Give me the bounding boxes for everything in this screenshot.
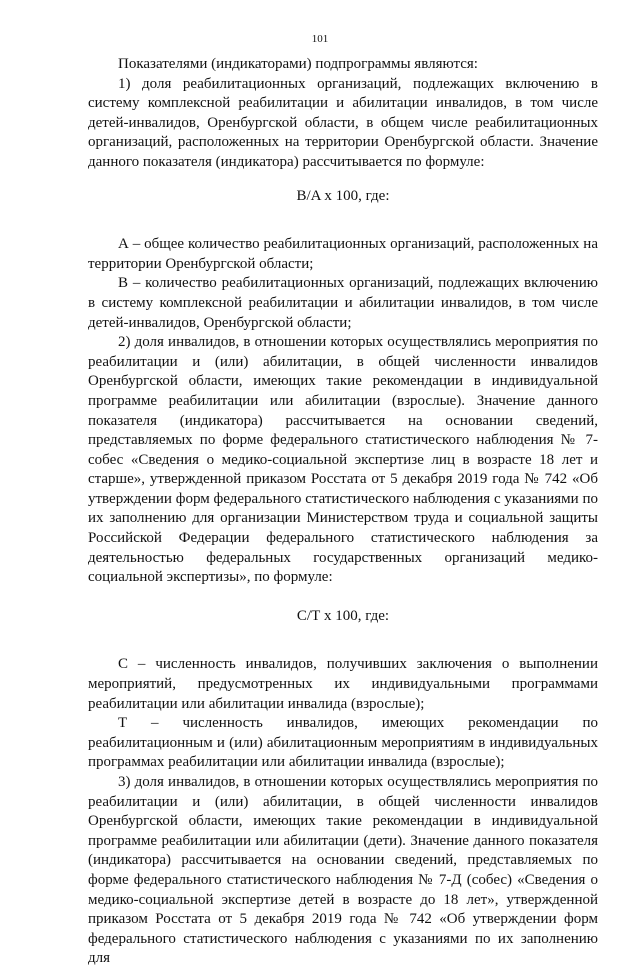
document-body: [88, 55, 598, 969]
formula-2: С/Т x 100, где:: [296, 607, 390, 624]
indicator-3-paragraph: 3) доля инвалидов, в отношении которых осуществлялись мероприятия по реабилитации и (или) абилитации, в общей численности инвалидов Оренбургской области, имеющих такие рекомендации в индивидуальной программе реабилитации или абилитации (дети). Значение данного показателя (индикатора) рассчитывается на основании сведений, представляемых по форме федерального статистического наблюдения № 7-Д (собес) «Сведения о медико-социальной экспертизе детей в возрасте до 18 лет», утвержденной приказом Росстата от 5 декабря 2019 года № 742 «Об утверждении форм федерального статистического наблюдения с указаниями по их заполнению для: [88, 774, 598, 967]
definition-a: А – общее количество реабилитационных организаций, расположенных на территории Оренбургской области;: [88, 236, 598, 272]
definition-c: С – численность инвалидов, получивших заключения о выполнении мероприятий, предусмотренных их индивидуальными программами реабилитации или абилитации инвалида (взрослые);: [88, 656, 598, 712]
formula-1: B/A x 100, где:: [296, 187, 390, 204]
indicators-intro: Показателями (индикаторами) подпрограммы являются:: [118, 56, 478, 72]
definition-t: Т – численность инвалидов, имеющих рекомендации по реабилитационным и (или) абилитационным мероприятиям в индивидуальных программах реабилитации или абилитации инвалида (взрослые);: [88, 715, 598, 771]
page-number: 101: [311, 33, 329, 45]
definition-b: В – количество реабилитационных организаций, подлежащих включению в систему комплексной реабилитации и абилитации инвалидов, в том числе детей-инвалидов, Оренбургской области;: [88, 275, 598, 331]
indicator-2-paragraph: 2) доля инвалидов, в отношении которых осуществлялись мероприятия по реабилитации и (или) абилитации, в общей численности инвалидов Оренбургской области, имеющих такие рекомендации в индивидуальной программе реабилитации или абилитации (взрослые). Значение данного показателя (индикатора) рассчитывается на основании сведений, представляемых по форме федерального статистического наблюдения № 7-собес «Сведения о медико-социальной экспертизе лиц в возрасте 18 лет и старше», утвержденной приказом Росстата от 5 декабря 2019 года № 742 «Об утверждении форм федерального статистического наблюдения с указаниями по их заполнению для организации Министерством труда и социальной защиты Российской Федерации федерального статистического наблюдения за деятельностью федеральных государственных организаций медико-социальной экспертизы», по формуле:: [88, 334, 598, 586]
indicator-1-paragraph: 1) доля реабилитационных организаций, подлежащих включению в систему комплексной реабилитации и абилитации инвалидов, в том числе детей-инвалидов, Оренбургской области, в общем числе реабилитационных организаций, расположенных на территории Оренбургской области. Значение данного показателя (индикатора) рассчитывается по формуле:: [88, 75, 598, 170]
